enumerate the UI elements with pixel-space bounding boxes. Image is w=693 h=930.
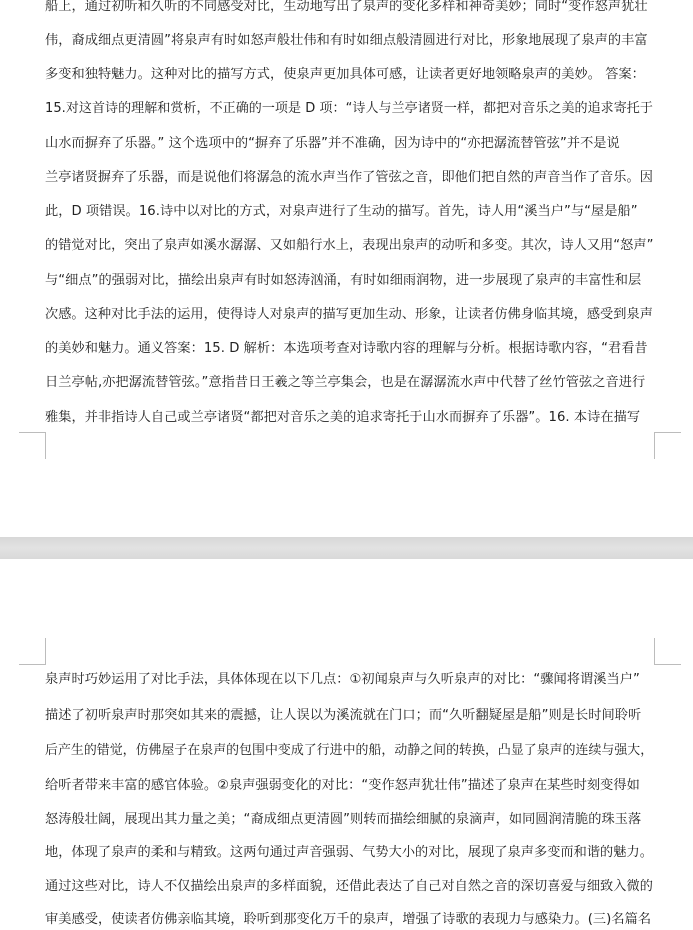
text-line: 怒涛般壮阔，展现出其力量之美；“裔成细点更清圆”则转而描绘细腻的泉滴声，如同圆润清脆的珠玉落 — [45, 812, 642, 827]
text-line: 次感。这种对比手法的运用，使得诗人对泉声的描写更加生动、形象，让读者仿佛身临其境，感受到泉声 — [45, 307, 653, 322]
margin-corner-mark — [19, 638, 46, 665]
text-line: 的错觉对比，突出了泉声如溪水潺潺、又如船行水上，表现出泉声的动听和多变。其次，诗人又用“怒声” — [45, 238, 654, 253]
text-line: 与“细点”的强弱对比，描绘出泉声有时如怒涛汹涌，有时如细雨润物，进一步展现了泉声的丰富性和层 — [45, 273, 642, 288]
text-line: 泉声时巧妙运用了对比手法，具体体现在以下几点：①初闻泉声与久听泉声的对比：“骤闻将谓溪当户” — [45, 672, 640, 687]
text-line: 审美感受，使读者仿佛亲临其境，聆听到那变化万千的泉声，增强了诗歌的表现力与感染力。(三)名篇名 — [45, 912, 652, 927]
text-line: 日兰亭帖,亦把潺流替管弦。”意指昔日王羲之等兰亭集会，也是在潺潺流水声中代替了丝竹管弦之音进行 — [45, 375, 646, 390]
margin-corner-mark — [19, 432, 46, 459]
page-separator — [0, 537, 693, 559]
text-line: 兰亭诸贤摒弃了乐器，而是说他们将潺急的流水声当作了管弦之音，即他们把自然的声音当作了音乐。因 — [45, 170, 653, 185]
text-line: 的美妙和魅力。通义答案：15. D 解析：本选项考查对诗歌内容的理解与分析。根据诗歌内容，“君看昔 — [45, 341, 648, 356]
text-line: 15.对这首诗的理解和赏析，不正确的一项是 D 项：“诗人与兰亭诸贤一样，都把对音乐之美的追求寄托于 — [45, 101, 653, 116]
text-line: 山水而摒弃了乐器。” 这个选项中的“摒弃了乐器”并不准确，因为诗中的“亦把潺流替管弦”并不是说 — [45, 136, 620, 151]
text-line: 给听者带来丰富的感官体验。②泉声强弱变化的对比：“变作怒声犹壮伟”描述了泉声在某些时刻变得如 — [45, 778, 640, 793]
text-line: 此，D 项错误。16.诗中以对比的方式，对泉声进行了生动的描写。首先，诗人用“溪当户”与“屋是船” — [45, 204, 638, 219]
margin-corner-mark — [654, 432, 681, 459]
text-line: 地，体现了泉声的柔和与精致。这两句通过声音强弱、气势大小的对比，展现了泉声多变而和谐的魅力。 — [45, 845, 653, 860]
text-line: 通过这些对比，诗人不仅描绘出泉声的多样面貌，还借此表达了自己对自然之音的深切喜爱与细致入微的 — [45, 879, 653, 894]
text-line: 雅集，并非指诗人自己或兰亭诸贤“都把对音乐之美的追求寄托于山水而摒弃了乐器”。16. 本诗在描写 — [45, 410, 641, 425]
text-line: 描述了初听泉声时那突如其来的震撼，让人误以为溪流就在门口；而“久听翻疑屋是船”则是长时间聆听 — [45, 708, 642, 723]
text-line: 伟，裔成细点更清圆”将泉声有时如怒声般壮伟和有时如细点般清圆进行对比，形象地展现了泉声的丰富 — [45, 33, 648, 48]
text-line: 多变和独特魅力。这种对比的描写方式，使泉声更加具体可感，让读者更好地领略泉声的美妙。 答案： — [45, 67, 645, 82]
text-line: 船上，通过初听和久听的不同感受对比，生动地写出了泉声的变化多样和神奇美妙；同时“变作怒声犹壮 — [45, 0, 648, 14]
margin-corner-mark — [654, 638, 681, 665]
document-page-2 — [0, 559, 693, 930]
text-line: 后产生的错觉，仿佛屋子在泉声的包围中变成了行进中的船，动静之间的转换，凸显了泉声的连续与强大， — [45, 743, 654, 758]
